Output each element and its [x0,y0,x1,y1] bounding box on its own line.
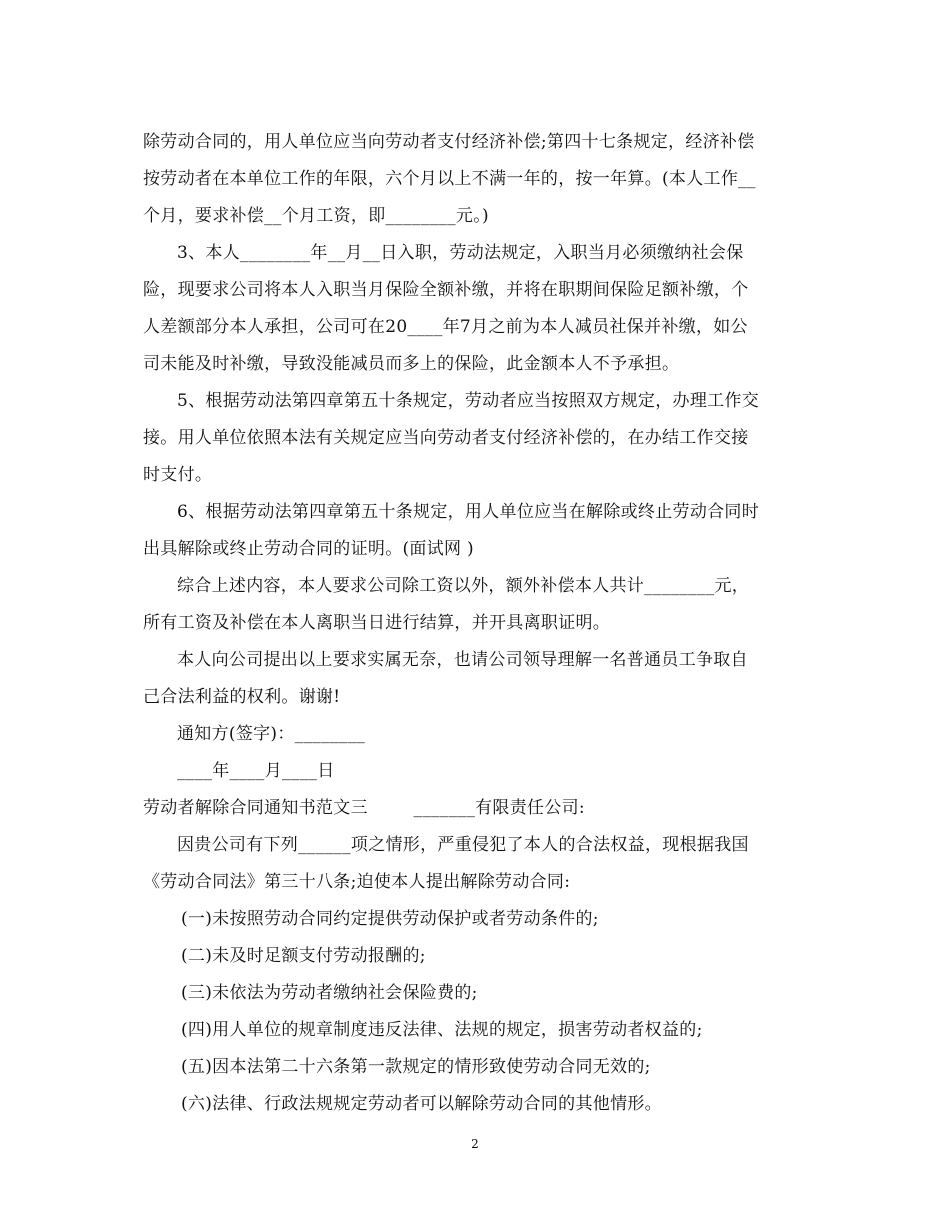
list-item: (四)用人单位的规章制度违反法律、法规的规定，损害劳动者权益的; [181,1020,703,1040]
text-line: 6、根据劳动法第四章第五十条规定，用人单位应当在解除或终止劳动合同时 [177,502,760,522]
text-line: 险，现要求公司将本人入职当月保险全额补缴，并将在职期间保险足额补缴，个 [143,280,749,300]
date-line: ____年____月____日 [177,761,335,781]
text-line: 时支付。 [143,465,213,485]
list-item: (六)法律、行政法规规定劳动者可以解除劳动合同的其他情形。 [181,1094,662,1114]
text-line: 因贵公司有下列______项之情形，严重侵犯了本人的合法权益，现根据我国 [177,835,749,855]
list-item: (二)未及时足额支付劳动报酬的; [181,946,426,966]
list-item: (三)未依法为劳动者缴纳社会保险费的; [181,983,478,1003]
list-item: (五)因本法第二十六条第一款规定的情形致使劳动合同无效的; [181,1057,651,1077]
text-line: 所有工资及补偿在本人离职当日进行结算，并开具离职证明。 [143,613,611,633]
text-line: 人差额部分本人承担，公司可在20____年7月之前为本人减员社保并补缴，如公 [143,317,748,337]
text-line: 本人向公司提出以上要求实属无奈，也请公司领导理解一名普通员工争取自 [177,650,748,670]
text-line: 《劳动合同法》第三十八条;迫使本人提出解除劳动合同: [143,872,571,892]
text-line: 出具解除或终止劳动合同的证明。(面试网 ) [143,539,474,559]
text-line: 接。用人单位依照本法有关规定应当向劳动者支付经济补偿的，在办结工作交接 [143,428,749,448]
text-line: 司未能及时补缴，导致没能减员而多上的保险，此金额本人不予承担。 [143,354,680,374]
text-line: 按劳动者在本单位工作的年限，六个月以上不满一年的，按一年算。(本人工作__ [143,169,756,189]
section-heading: 劳动者解除合同通知书范文三 _______有限责任公司: [143,798,585,818]
text-line: 个月，要求补偿__个月工资，即________元。) [143,206,489,226]
text-line: 除劳动合同的，用人单位应当向劳动者支付经济补偿;第四十七条规定，经济补偿 [143,132,755,152]
text-line: 综合上述内容，本人要求公司除工资以外，额外补偿本人共计________元， [177,576,750,596]
text-line: 5、根据劳动法第四章第五十条规定，劳动者应当按照双方规定，办理工作交 [177,391,760,411]
text-line: 己合法利益的权利。谢谢! [143,687,341,707]
page-number: 2 [471,1137,479,1151]
signature-line: 通知方(签字)：________ [177,724,366,744]
list-item: (一)未按照劳动合同约定提供劳动保护或者劳动条件的; [181,909,599,929]
text-line: 3、本人________年__月__日入职，劳动法规定，入职当月必须缴纳社会保 [177,243,744,263]
